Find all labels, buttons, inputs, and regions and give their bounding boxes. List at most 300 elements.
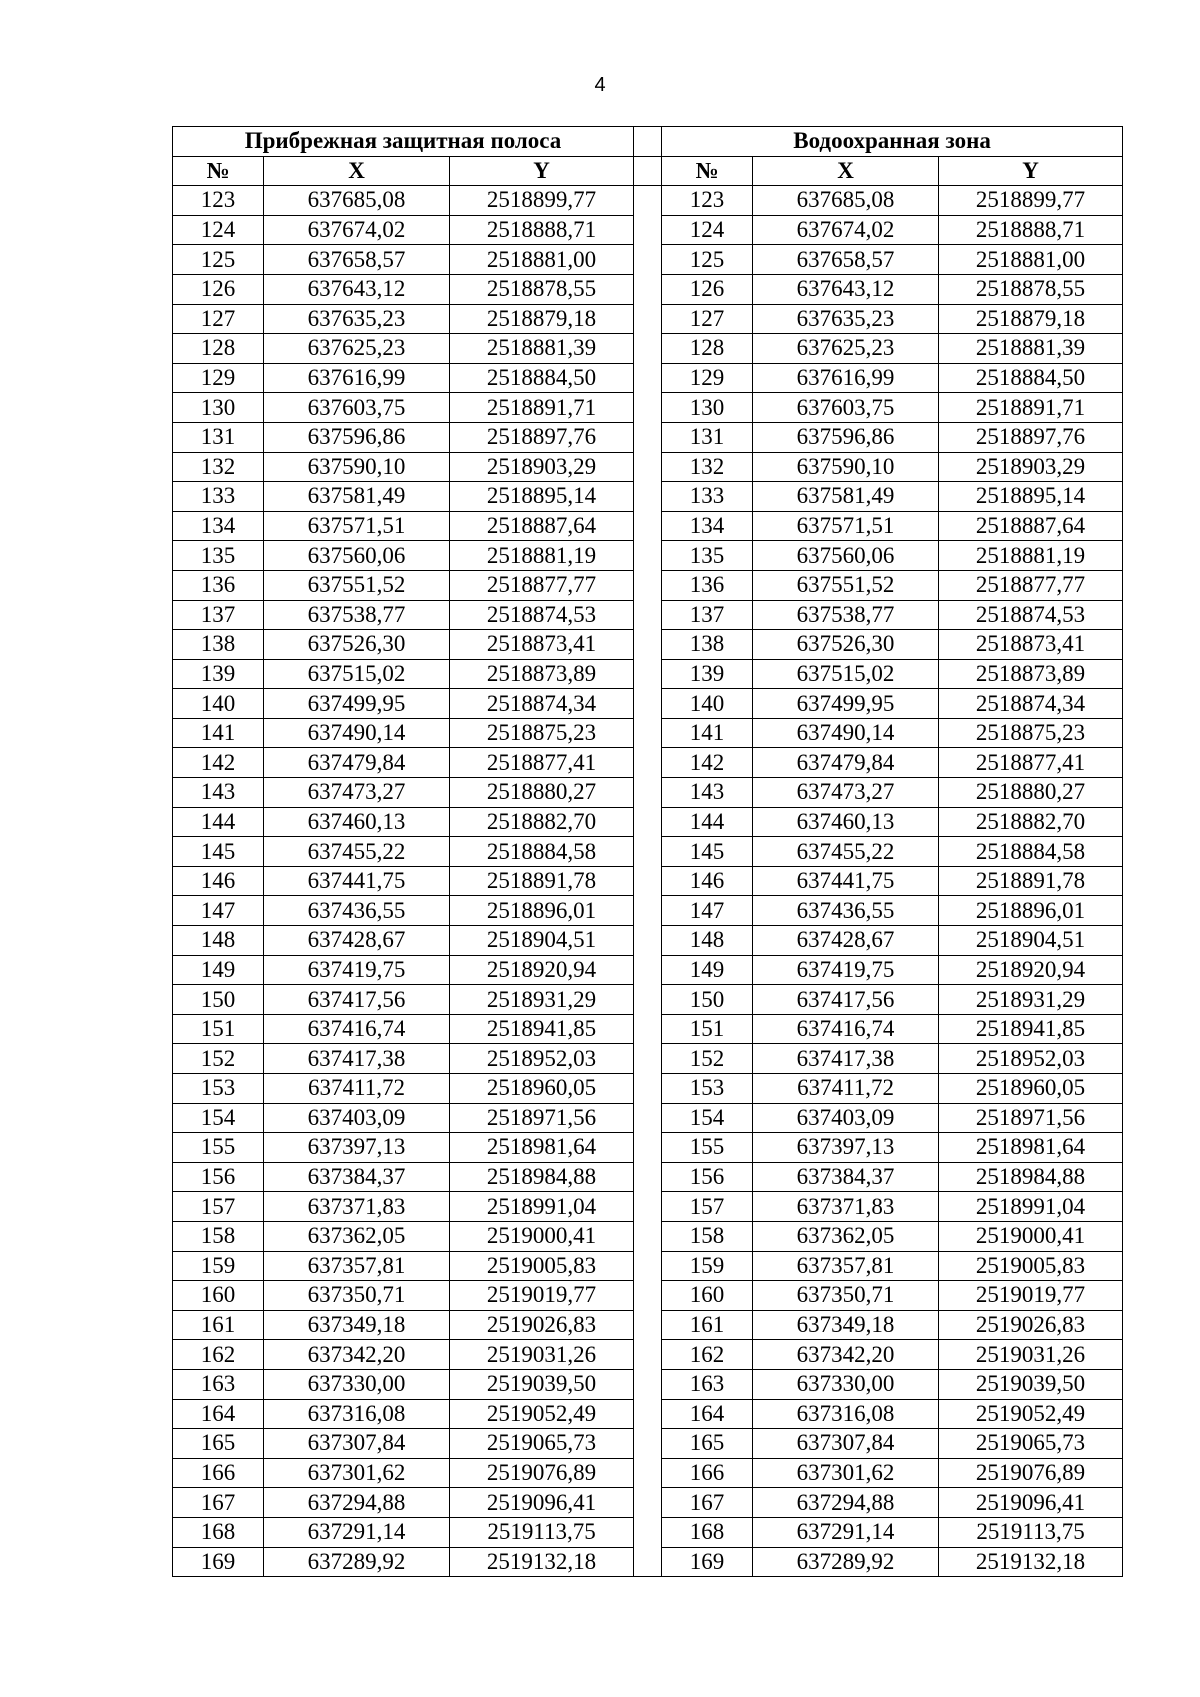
- x-coordinate-cell: 637499,95: [264, 689, 450, 719]
- point-number-cell: 124: [662, 215, 753, 245]
- y-coordinate-cell: 2518877,77: [450, 570, 634, 600]
- x-coordinate-cell: 637342,20: [753, 1340, 939, 1370]
- point-number-cell: 149: [662, 955, 753, 985]
- point-number-cell: 127: [662, 304, 753, 334]
- y-coordinate-cell: 2518879,18: [450, 304, 634, 334]
- y-coordinate-cell: 2519076,89: [450, 1458, 634, 1488]
- point-number-cell: 137: [662, 600, 753, 630]
- table-gap: [634, 1103, 662, 1133]
- point-number-cell: 126: [662, 274, 753, 304]
- x-coordinate-cell: 637538,77: [753, 600, 939, 630]
- point-number-cell: 168: [173, 1517, 264, 1547]
- x-coordinate-cell: 637455,22: [753, 837, 939, 867]
- x-coordinate-cell: 637330,00: [264, 1369, 450, 1399]
- x-coordinate-cell: 637603,75: [264, 393, 450, 423]
- y-coordinate-cell: 2518884,58: [450, 837, 634, 867]
- y-coordinate-cell: 2518931,29: [450, 985, 634, 1015]
- point-number-cell: 163: [662, 1369, 753, 1399]
- table-gap: [634, 570, 662, 600]
- x-coordinate-cell: 637625,23: [264, 334, 450, 364]
- table-row: [173, 659, 1123, 689]
- table-gap: [634, 215, 662, 245]
- table-row: [173, 1458, 1123, 1488]
- table-gap: [634, 1310, 662, 1340]
- x-coordinate-cell: 637479,84: [264, 748, 450, 778]
- point-number-cell: 131: [173, 422, 264, 452]
- x-coordinate-cell: 637316,08: [753, 1399, 939, 1429]
- table-gap: [634, 1044, 662, 1074]
- x-coordinate-cell: 637581,49: [753, 482, 939, 512]
- x-coordinate-cell: 637441,75: [264, 866, 450, 896]
- x-coordinate-cell: 637384,37: [753, 1162, 939, 1192]
- table-gap: [634, 866, 662, 896]
- table-row: [173, 1251, 1123, 1281]
- point-number-cell: 125: [662, 245, 753, 275]
- x-coordinate-cell: 637515,02: [264, 659, 450, 689]
- point-number-cell: 130: [662, 393, 753, 423]
- point-number-cell: 156: [173, 1162, 264, 1192]
- y-coordinate-cell: 2518895,14: [939, 482, 1123, 512]
- y-coordinate-cell: 2518952,03: [939, 1044, 1123, 1074]
- y-coordinate-cell: 2518952,03: [450, 1044, 634, 1074]
- y-coordinate-cell: 2518881,39: [450, 334, 634, 364]
- y-coordinate-cell: 2518960,05: [939, 1074, 1123, 1104]
- table-gap: [634, 778, 662, 808]
- y-coordinate-cell: 2519132,18: [939, 1547, 1123, 1577]
- point-number-cell: 153: [173, 1074, 264, 1104]
- point-number-cell: 146: [662, 866, 753, 896]
- x-coordinate-cell: 637571,51: [753, 511, 939, 541]
- table-gap: [634, 1251, 662, 1281]
- point-number-cell: 123: [662, 186, 753, 216]
- table-row: [173, 1192, 1123, 1222]
- x-coordinate-cell: 637411,72: [753, 1074, 939, 1104]
- point-number-cell: 163: [173, 1369, 264, 1399]
- y-coordinate-cell: 2518875,23: [939, 718, 1123, 748]
- y-coordinate-cell: 2518899,77: [939, 186, 1123, 216]
- x-coordinate-cell: 637417,38: [753, 1044, 939, 1074]
- x-coordinate-cell: 637490,14: [753, 718, 939, 748]
- x-coordinate-cell: 637419,75: [264, 955, 450, 985]
- y-coordinate-cell: 2518897,76: [450, 422, 634, 452]
- table-gap: [634, 245, 662, 275]
- table-row: [173, 926, 1123, 956]
- table-gap: [634, 422, 662, 452]
- table-gap: [634, 1133, 662, 1163]
- table-row: [173, 511, 1123, 541]
- point-number-cell: 130: [173, 393, 264, 423]
- point-number-cell: 167: [173, 1488, 264, 1518]
- point-number-cell: 154: [173, 1103, 264, 1133]
- y-coordinate-cell: 2518899,77: [450, 186, 634, 216]
- point-number-cell: 129: [173, 363, 264, 393]
- y-coordinate-cell: 2518981,64: [450, 1133, 634, 1163]
- point-number-cell: 139: [662, 659, 753, 689]
- x-coordinate-cell: 637371,83: [753, 1192, 939, 1222]
- y-coordinate-cell: 2518984,88: [939, 1162, 1123, 1192]
- y-coordinate-cell: 2518904,51: [939, 926, 1123, 956]
- point-number-cell: 136: [662, 570, 753, 600]
- table-row: [173, 1133, 1123, 1163]
- point-number-cell: 124: [173, 215, 264, 245]
- x-coordinate-cell: 637411,72: [264, 1074, 450, 1104]
- table-gap: [634, 363, 662, 393]
- point-number-cell: 160: [662, 1281, 753, 1311]
- y-coordinate-cell: 2518920,94: [450, 955, 634, 985]
- point-number-cell: 128: [173, 334, 264, 364]
- x-coordinate-cell: 637596,86: [264, 422, 450, 452]
- x-coordinate-cell: 637416,74: [264, 1014, 450, 1044]
- point-number-cell: 166: [662, 1458, 753, 1488]
- table-gap: [634, 1458, 662, 1488]
- x-coordinate-cell: 637526,30: [264, 630, 450, 660]
- point-number-cell: 162: [173, 1340, 264, 1370]
- y-coordinate-cell: 2519031,26: [939, 1340, 1123, 1370]
- x-coordinate-cell: 637316,08: [264, 1399, 450, 1429]
- x-coordinate-cell: 637362,05: [753, 1221, 939, 1251]
- x-coordinate-cell: 637515,02: [753, 659, 939, 689]
- x-coordinate-cell: 637551,52: [753, 570, 939, 600]
- table-row: [173, 1014, 1123, 1044]
- y-coordinate-cell: 2518882,70: [939, 807, 1123, 837]
- y-coordinate-cell: 2519005,83: [939, 1251, 1123, 1281]
- table-gap: [634, 334, 662, 364]
- table-row: [173, 274, 1123, 304]
- point-number-cell: 152: [662, 1044, 753, 1074]
- table-row: [173, 866, 1123, 896]
- point-number-cell: 136: [173, 570, 264, 600]
- page-number: 4: [594, 74, 606, 96]
- point-number-cell: 141: [662, 718, 753, 748]
- y-coordinate-cell: 2519132,18: [450, 1547, 634, 1577]
- y-coordinate-cell: 2518881,00: [450, 245, 634, 275]
- x-coordinate-cell: 637307,84: [264, 1429, 450, 1459]
- x-coordinate-cell: 637441,75: [753, 866, 939, 896]
- table-row: [173, 482, 1123, 512]
- x-coordinate-cell: 637357,81: [753, 1251, 939, 1281]
- point-number-cell: 166: [173, 1458, 264, 1488]
- table-body: [173, 186, 1123, 1577]
- y-coordinate-cell: 2518903,29: [939, 452, 1123, 482]
- y-coordinate-cell: 2518879,18: [939, 304, 1123, 334]
- table-row: [173, 955, 1123, 985]
- x-coordinate-cell: 637291,14: [753, 1517, 939, 1547]
- x-coordinate-cell: 637603,75: [753, 393, 939, 423]
- point-number-cell: 149: [173, 955, 264, 985]
- column-header-x: X: [264, 156, 450, 186]
- x-coordinate-cell: 637658,57: [264, 245, 450, 275]
- column-header-y: Y: [450, 156, 634, 186]
- point-number-cell: 150: [662, 985, 753, 1015]
- y-coordinate-cell: 2518874,53: [450, 600, 634, 630]
- x-coordinate-cell: 637289,92: [264, 1547, 450, 1577]
- y-coordinate-cell: 2518891,71: [939, 393, 1123, 423]
- table-gap: [634, 896, 662, 926]
- table-row: [173, 748, 1123, 778]
- y-coordinate-cell: 2518873,41: [450, 630, 634, 660]
- y-coordinate-cell: 2518941,85: [939, 1014, 1123, 1044]
- y-coordinate-cell: 2518873,41: [939, 630, 1123, 660]
- table-gap: [634, 393, 662, 423]
- y-coordinate-cell: 2518874,53: [939, 600, 1123, 630]
- y-coordinate-cell: 2518881,39: [939, 334, 1123, 364]
- table-gap: [634, 1014, 662, 1044]
- column-header-x: X: [753, 156, 939, 186]
- y-coordinate-cell: 2519000,41: [939, 1221, 1123, 1251]
- x-coordinate-cell: 637590,10: [264, 452, 450, 482]
- x-coordinate-cell: 637643,12: [753, 274, 939, 304]
- x-coordinate-cell: 637294,88: [753, 1488, 939, 1518]
- table-gap: [634, 955, 662, 985]
- x-coordinate-cell: 637616,99: [264, 363, 450, 393]
- x-coordinate-cell: 637616,99: [753, 363, 939, 393]
- x-coordinate-cell: 637685,08: [753, 186, 939, 216]
- point-number-cell: 160: [173, 1281, 264, 1311]
- point-number-cell: 146: [173, 866, 264, 896]
- table-row: [173, 363, 1123, 393]
- point-number-cell: 153: [662, 1074, 753, 1104]
- x-coordinate-cell: 637560,06: [753, 541, 939, 571]
- table-row: [173, 1221, 1123, 1251]
- x-coordinate-cell: 637685,08: [264, 186, 450, 216]
- point-number-cell: 139: [173, 659, 264, 689]
- y-coordinate-cell: 2518931,29: [939, 985, 1123, 1015]
- x-coordinate-cell: 637460,13: [264, 807, 450, 837]
- table-row: [173, 541, 1123, 571]
- x-coordinate-cell: 637417,56: [753, 985, 939, 1015]
- point-number-cell: 140: [173, 689, 264, 719]
- y-coordinate-cell: 2519096,41: [450, 1488, 634, 1518]
- column-header-number: №: [173, 156, 264, 186]
- table-row: [173, 718, 1123, 748]
- y-coordinate-cell: 2518877,77: [939, 570, 1123, 600]
- point-number-cell: 161: [173, 1310, 264, 1340]
- point-number-cell: 152: [173, 1044, 264, 1074]
- point-number-cell: 128: [662, 334, 753, 364]
- point-number-cell: 129: [662, 363, 753, 393]
- x-coordinate-cell: 637403,09: [753, 1103, 939, 1133]
- y-coordinate-cell: 2519039,50: [450, 1369, 634, 1399]
- point-number-cell: 162: [662, 1340, 753, 1370]
- point-number-cell: 164: [662, 1399, 753, 1429]
- y-coordinate-cell: 2519076,89: [939, 1458, 1123, 1488]
- y-coordinate-cell: 2519065,73: [450, 1429, 634, 1459]
- water-zone-title: Водоохранная зона: [662, 127, 1123, 157]
- y-coordinate-cell: 2518891,78: [450, 866, 634, 896]
- y-coordinate-cell: 2518875,23: [450, 718, 634, 748]
- table-gap: [634, 1547, 662, 1577]
- point-number-cell: 145: [173, 837, 264, 867]
- table-gap: [634, 1340, 662, 1370]
- x-coordinate-cell: 637560,06: [264, 541, 450, 571]
- y-coordinate-cell: 2519039,50: [939, 1369, 1123, 1399]
- table-row: [173, 1044, 1123, 1074]
- y-coordinate-cell: 2518880,27: [939, 778, 1123, 808]
- y-coordinate-cell: 2518896,01: [450, 896, 634, 926]
- x-coordinate-cell: 637403,09: [264, 1103, 450, 1133]
- table-row: [173, 807, 1123, 837]
- x-coordinate-cell: 637342,20: [264, 1340, 450, 1370]
- point-number-cell: 150: [173, 985, 264, 1015]
- point-number-cell: 123: [173, 186, 264, 216]
- y-coordinate-cell: 2519026,83: [939, 1310, 1123, 1340]
- y-coordinate-cell: 2518891,71: [450, 393, 634, 423]
- table-row: [173, 393, 1123, 423]
- point-number-cell: 151: [662, 1014, 753, 1044]
- x-coordinate-cell: 637291,14: [264, 1517, 450, 1547]
- table-gap: [634, 926, 662, 956]
- table-gap: [634, 1399, 662, 1429]
- x-coordinate-cell: 637419,75: [753, 955, 939, 985]
- table-row: [173, 1429, 1123, 1459]
- y-coordinate-cell: 2519113,75: [939, 1517, 1123, 1547]
- table-row: [173, 334, 1123, 364]
- table-row: [173, 1310, 1123, 1340]
- x-coordinate-cell: 637571,51: [264, 511, 450, 541]
- x-coordinate-cell: 637590,10: [753, 452, 939, 482]
- x-coordinate-cell: 637294,88: [264, 1488, 450, 1518]
- x-coordinate-cell: 637397,13: [264, 1133, 450, 1163]
- table-row: [173, 245, 1123, 275]
- table-gap: [634, 1369, 662, 1399]
- table-gap: [634, 482, 662, 512]
- x-coordinate-cell: 637301,62: [264, 1458, 450, 1488]
- point-number-cell: 161: [662, 1310, 753, 1340]
- y-coordinate-cell: 2518881,19: [450, 541, 634, 571]
- x-coordinate-cell: 637330,00: [753, 1369, 939, 1399]
- y-coordinate-cell: 2518984,88: [450, 1162, 634, 1192]
- point-number-cell: 132: [662, 452, 753, 482]
- x-coordinate-cell: 637350,71: [264, 1281, 450, 1311]
- y-coordinate-cell: 2518991,04: [450, 1192, 634, 1222]
- y-coordinate-cell: 2519019,77: [939, 1281, 1123, 1311]
- point-number-cell: 158: [662, 1221, 753, 1251]
- y-coordinate-cell: 2518897,76: [939, 422, 1123, 452]
- table-row: [173, 1547, 1123, 1577]
- point-number-cell: 143: [662, 778, 753, 808]
- table-row: [173, 689, 1123, 719]
- point-number-cell: 164: [173, 1399, 264, 1429]
- point-number-cell: 141: [173, 718, 264, 748]
- table-gap: [634, 807, 662, 837]
- table-gap: [634, 1429, 662, 1459]
- table-gap: [634, 1281, 662, 1311]
- point-number-cell: 168: [662, 1517, 753, 1547]
- y-coordinate-cell: 2518888,71: [450, 215, 634, 245]
- x-coordinate-cell: 637417,38: [264, 1044, 450, 1074]
- x-coordinate-cell: 637428,67: [264, 926, 450, 956]
- x-coordinate-cell: 637596,86: [753, 422, 939, 452]
- point-number-cell: 159: [662, 1251, 753, 1281]
- point-number-cell: 147: [173, 896, 264, 926]
- table-row: [173, 186, 1123, 216]
- table-gap: [634, 127, 662, 157]
- point-number-cell: 135: [662, 541, 753, 571]
- table-row: [173, 570, 1123, 600]
- point-number-cell: 133: [662, 482, 753, 512]
- x-coordinate-cell: 637674,02: [264, 215, 450, 245]
- x-coordinate-cell: 637674,02: [753, 215, 939, 245]
- table-title-row: [173, 127, 1123, 157]
- y-coordinate-cell: 2518887,64: [450, 511, 634, 541]
- y-coordinate-cell: 2519000,41: [450, 1221, 634, 1251]
- y-coordinate-cell: 2518895,14: [450, 482, 634, 512]
- y-coordinate-cell: 2519052,49: [450, 1399, 634, 1429]
- x-coordinate-cell: 637538,77: [264, 600, 450, 630]
- column-header-number: №: [662, 156, 753, 186]
- x-coordinate-cell: 637460,13: [753, 807, 939, 837]
- x-coordinate-cell: 637384,37: [264, 1162, 450, 1192]
- table-gap: [634, 837, 662, 867]
- point-number-cell: 169: [173, 1547, 264, 1577]
- x-coordinate-cell: 637417,56: [264, 985, 450, 1015]
- point-number-cell: 151: [173, 1014, 264, 1044]
- coordinates-table: [172, 126, 1123, 1577]
- table-gap: [634, 1192, 662, 1222]
- point-number-cell: 143: [173, 778, 264, 808]
- x-coordinate-cell: 637307,84: [753, 1429, 939, 1459]
- table-row: [173, 1103, 1123, 1133]
- y-coordinate-cell: 2519019,77: [450, 1281, 634, 1311]
- table-gap: [634, 274, 662, 304]
- y-coordinate-cell: 2518891,78: [939, 866, 1123, 896]
- coastal-strip-title: Прибрежная защитная полоса: [173, 127, 634, 157]
- y-coordinate-cell: 2518960,05: [450, 1074, 634, 1104]
- x-coordinate-cell: 637301,62: [753, 1458, 939, 1488]
- y-coordinate-cell: 2518971,56: [939, 1103, 1123, 1133]
- y-coordinate-cell: 2518971,56: [450, 1103, 634, 1133]
- y-coordinate-cell: 2518903,29: [450, 452, 634, 482]
- table-header-row: [173, 156, 1123, 186]
- point-number-cell: 132: [173, 452, 264, 482]
- point-number-cell: 159: [173, 1251, 264, 1281]
- y-coordinate-cell: 2519031,26: [450, 1340, 634, 1370]
- table-row: [173, 630, 1123, 660]
- table-row: [173, 452, 1123, 482]
- x-coordinate-cell: 637436,55: [753, 896, 939, 926]
- table-gap: [634, 1517, 662, 1547]
- point-number-cell: 144: [173, 807, 264, 837]
- x-coordinate-cell: 637479,84: [753, 748, 939, 778]
- table-gap: [634, 689, 662, 719]
- table-row: [173, 1369, 1123, 1399]
- x-coordinate-cell: 637416,74: [753, 1014, 939, 1044]
- point-number-cell: 156: [662, 1162, 753, 1192]
- y-coordinate-cell: 2518877,41: [450, 748, 634, 778]
- table-gap: [634, 985, 662, 1015]
- point-number-cell: 138: [173, 630, 264, 660]
- table-row: [173, 215, 1123, 245]
- y-coordinate-cell: 2518880,27: [450, 778, 634, 808]
- x-coordinate-cell: 637490,14: [264, 718, 450, 748]
- table-gap: [634, 511, 662, 541]
- y-coordinate-cell: 2518896,01: [939, 896, 1123, 926]
- table-gap: [634, 1162, 662, 1192]
- point-number-cell: 148: [173, 926, 264, 956]
- table-row: [173, 1517, 1123, 1547]
- table-gap: [634, 156, 662, 186]
- table-row: [173, 896, 1123, 926]
- point-number-cell: 133: [173, 482, 264, 512]
- x-coordinate-cell: 637625,23: [753, 334, 939, 364]
- point-number-cell: 167: [662, 1488, 753, 1518]
- y-coordinate-cell: 2519065,73: [939, 1429, 1123, 1459]
- y-coordinate-cell: 2518874,34: [450, 689, 634, 719]
- table-row: [173, 1340, 1123, 1370]
- point-number-cell: 155: [662, 1133, 753, 1163]
- x-coordinate-cell: 637289,92: [753, 1547, 939, 1577]
- y-coordinate-cell: 2519026,83: [450, 1310, 634, 1340]
